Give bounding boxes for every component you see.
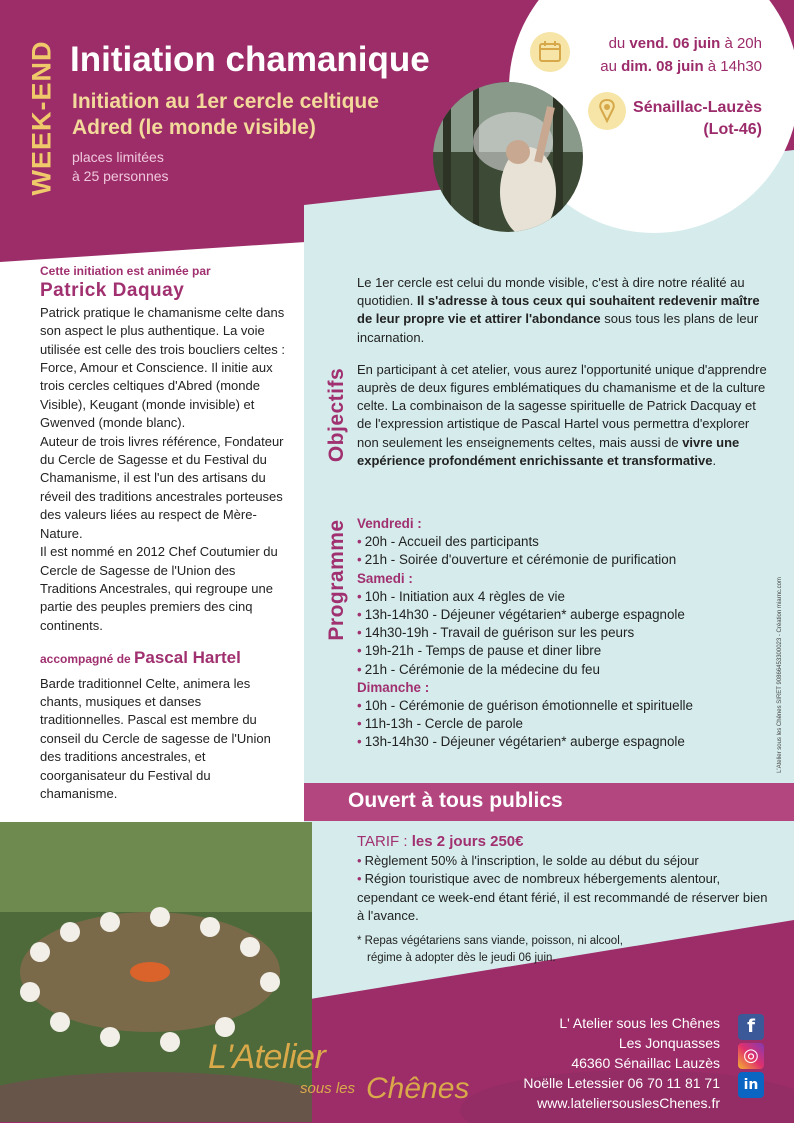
list-item: • 19h-21h - Temps de pause et diner libre xyxy=(357,642,767,660)
companion-bio: Barde traditionnel Celte, animera les chants, musiques et danses traditionnelles. Pascal est membre du conseil du Cercle de sagesse de l'Union des traditions ancestrales, et coorganisateur du Festival du chamanisme. xyxy=(40,675,271,801)
animator-bio-2: Auteur de trois livres référence, Fondateur du Cercle de Sagesse et du Festival du Chamanisme, il est l'un des artisans du réveil des traditions ancestrales porteuses des valeurs liées au respect de Mère-Nature. xyxy=(40,433,284,541)
animator-name: Patrick Daquay xyxy=(40,280,185,302)
ouvert-banner: Ouvert à tous publics xyxy=(304,783,794,821)
objectifs-label: Objectifs xyxy=(325,367,348,463)
linkedin-icon[interactable]: in xyxy=(738,1072,764,1098)
list-item: • 13h-14h30 - Déjeuner végétarien* auberge espagnole xyxy=(357,606,767,624)
subtitle-2: Adred (le monde visible) xyxy=(72,116,316,139)
tarif-section: TARIF : les 2 jours 250€ • Règlement 50% à l'inscription, le solde au début du séjour • Région touristique avec de nombreux hébergements alentour, cependant ce week-end étant férié, il est recommandé de réserver bien à l'avance. * Repas végétariens sans viande, poisson, ni alcool, régime à adopter dès le jeudi 06 juin. xyxy=(357,833,777,967)
instagram-icon[interactable]: ◎ xyxy=(738,1043,764,1069)
subtitle-1: Initiation au 1er cercle celtique xyxy=(72,90,379,113)
website-link[interactable]: www.lateliersouslesChenes.fr xyxy=(537,1095,720,1111)
companion-heading: accompagné de Pascal Hartel xyxy=(40,648,241,668)
list-item: • 10h - Initiation aux 4 règles de vie xyxy=(357,588,767,606)
animator-bio: Patrick pratique le chamanisme celte dans son aspect le plus authentique. La voie utilisée est celle des trois boucliers celtes : Force, Amour et Conscience. Il initie aux trois cercles celtiques d'Abred (monde Visible), Keugant (monde invisible) et Gwenved (monde blanc). xyxy=(40,304,285,431)
list-item: • 21h - Cérémonie de la médecine du feu xyxy=(357,661,767,679)
logo-text: L'Atelier xyxy=(208,1038,326,1076)
logo-text-2: sous les xyxy=(300,1080,356,1097)
list-item: • 20h - Accueil des participants xyxy=(357,533,767,551)
places-info: places limitées à 25 personnes xyxy=(72,149,169,184)
programme-label: Programme xyxy=(325,519,348,641)
animator-bio-3: Il est nommé en 2012 Chef Coutumier du Cercle de Sagesse de l'Union des Traditions Ancestrales, qui regroupe une partie des peuples premiers des cinq continents. xyxy=(40,544,278,633)
logo-text-3: Chênes xyxy=(366,1072,470,1105)
list-item: • 13h-14h30 - Déjeuner végétarien* auberge espagnole xyxy=(357,733,767,751)
list-item: • 14h30-19h - Travail de guérison sur les peurs xyxy=(357,624,767,642)
event-location: Sénaillac-Lauzès (Lot-46) xyxy=(633,99,762,138)
contact-block: L' Atelier sous les Chênes Les Jonquasses 46360 Sénaillac Lauzès Noëlle Letessier 06 70 11 81 71 www.lateliersouslesChenes.fr xyxy=(470,1013,720,1113)
list-item: • 21h - Soirée d'ouverture et cérémonie de purification xyxy=(357,551,767,569)
siret-text: L'Atelier sous les Chênes SIRET 90866453300023 - Création miarnc.com xyxy=(777,577,783,773)
list-item: • 10h - Cérémonie de guérison émotionnelle et spirituelle xyxy=(357,697,767,715)
page-title: Initiation chamanique xyxy=(70,40,430,79)
animator-section xyxy=(40,262,288,803)
list-item: • 11h-13h - Cercle de parole xyxy=(357,715,767,733)
animator-intro: Cette initiation est animée par xyxy=(40,264,211,278)
circle-ceremony-photo xyxy=(0,822,312,1122)
weekend-label: WEEK-END xyxy=(26,40,57,196)
programme-list: Vendredi : • 20h - Accueil des participants • 21h - Soirée d'ouverture et cérémonie de purification Samedi : • 10h - Initiation aux 4 règles de vie • 13h-14h30 - Déjeuner végétarien* auberge espagnole • 14h30-19h - Travail de guérison sur les peurs • 19h-21h - Temps de pause et diner libre • 21h - Cérémonie de la médecine du feu Dimanche : • 10h - Cérémonie de guérison émotionnelle et spirituelle • 11h-13h - Cercle de parole • 13h-14h30 - Déjeuner végétarien* auberge espagnole xyxy=(357,515,767,752)
event-dates: du vend. 06 juin à 20h au dim. 08 juin à 14h30 xyxy=(600,35,762,75)
ritual-photo xyxy=(433,82,583,232)
facebook-icon[interactable]: f xyxy=(738,1014,764,1040)
objectifs-text: Le 1er cercle est celui du monde visible, c'est à dire notre réalité au quotidien. Il s'adresse à tous ceux qui souhaitent redevenir maître de leur propre vie et attirer l'abondance sous tous les plans de leur incarnation. En participant à cet atelier, vous aurez l'opportunité unique d'apprendre auprès de deux figures emblématiques du chamanisme et de la culture celte. La combinaison de la sagesse spirituelle de Patrick Dacquay et de l'expression artistique de Pascal Hartel vous permettra d'explorer non seulement les enseignements celtes, mais aussi de vivre une expérience profondément enrichissante et transformative. xyxy=(357,275,767,468)
calendar-icon xyxy=(530,32,570,72)
